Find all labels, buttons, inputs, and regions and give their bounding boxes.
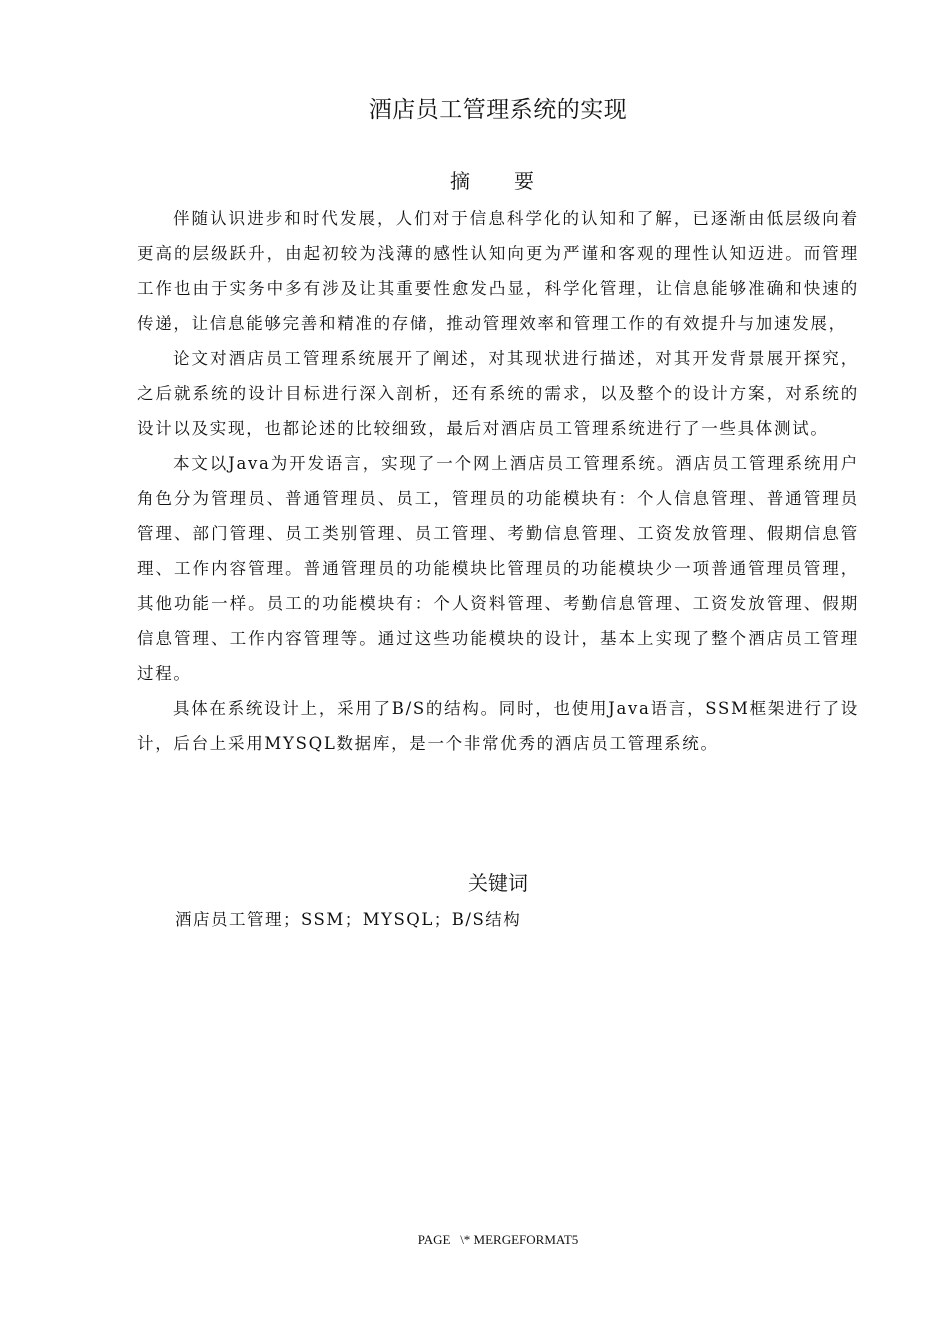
keywords-text: 酒店员工管理；SSM；MYSQL；B/S结构 (175, 910, 522, 929)
abstract-body (137, 201, 859, 761)
abstract-heading: 摘 要 (450, 169, 546, 193)
keywords-heading: 关键词 (468, 871, 528, 895)
abstract-paragraph: 具体在系统设计上，采用了B/S的结构。同时，也使用Java语言，SSM框架进行了设计，后台上采用MYSQL数据库，是一个非常优秀的酒店员工管理系统。 (137, 699, 859, 753)
page-number-field: PAGE \* MERGEFORMAT5 (417, 1232, 579, 1247)
page-title: 酒店员工管理系统的实现 (368, 97, 628, 123)
abstract-paragraph: 伴随认识进步和时代发展，人们对于信息科学化的认知和了解，已逐渐由低层级向着更高的层级跃升，由起初较为浅薄的感性认知向更为严谨和客观的理性认知迈进。而管理工作也由于实务中多有涉及让其重要性愈发凸显，科学化管理，让信息能够准确和快速的传递，让信息能够完善和精准的存储，推动管理效率和管理工作的有效提升与加速发展， (137, 209, 859, 333)
abstract-paragraph: 本文以Java为开发语言，实现了一个网上酒店员工管理系统。酒店员工管理系统用户角色分为管理员、普通管理员、员工，管理员的功能模块有：个人信息管理、普通管理员管理、部门管理、员工类别管理、员工管理、考勤信息管理、工资发放管理、假期信息管理、工作内容管理。普通管理员的功能模块比管理员的功能模块少一项普通管理员管理，其他功能一样。员工的功能模块有：个人资料管理、考勤信息管理、工资发放管理、假期信息管理、工作内容管理等。通过这些功能模块的设计，基本上实现了整个酒店员工管理过程。 (137, 454, 859, 683)
abstract-paragraph: 论文对酒店员工管理系统展开了阐述，对其现状进行描述，对其开发背景展开探究，之后就系统的设计目标进行深入剖析，还有系统的需求，以及整个的设计方案，对系统的设计以及实现，也都论述的比较细致，最后对酒店员工管理系统进行了一些具体测试。 (137, 349, 859, 438)
